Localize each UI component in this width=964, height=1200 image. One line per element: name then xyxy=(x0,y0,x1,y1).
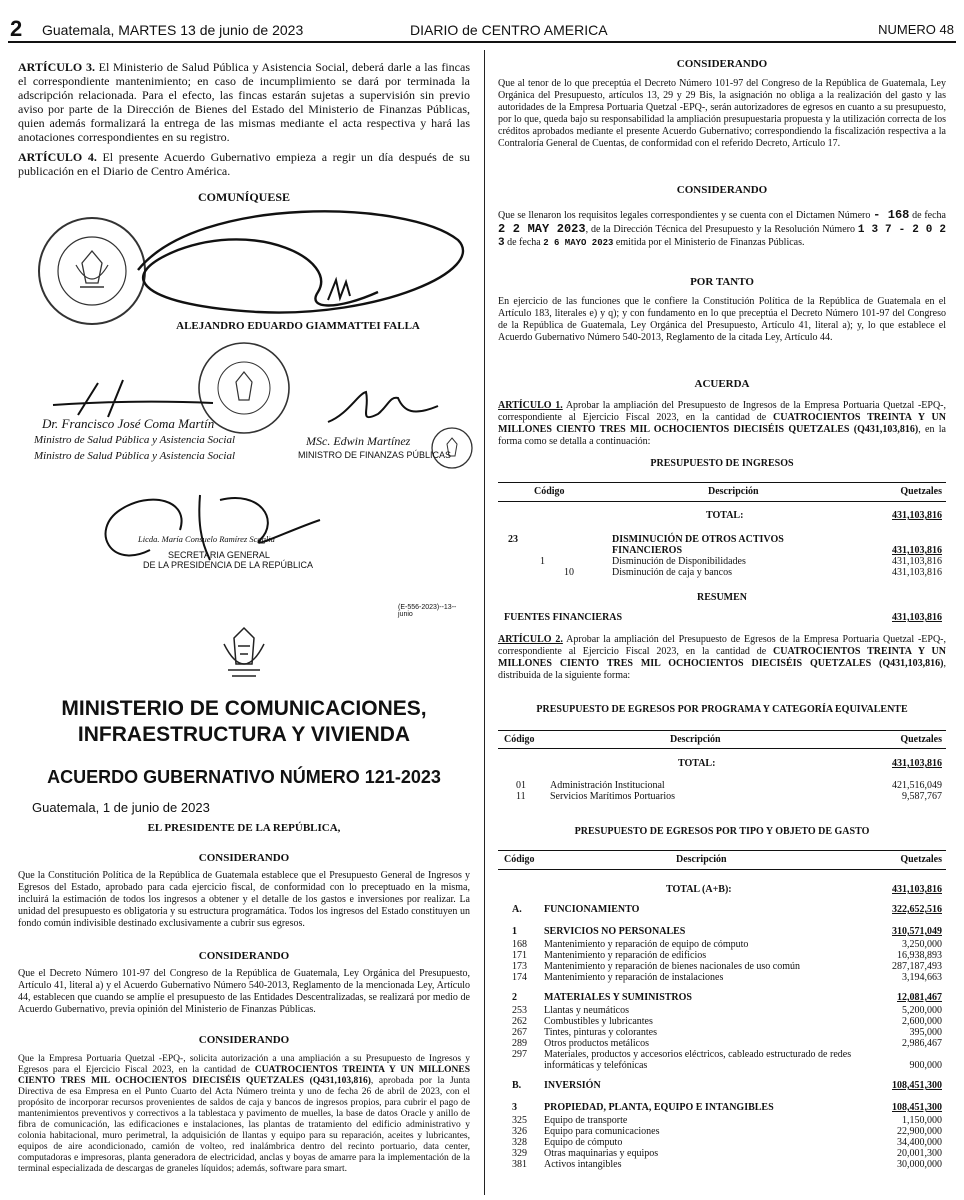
considerando-heading-2: CONSIDERANDO xyxy=(198,950,290,962)
considerando-5-d: de fecha xyxy=(507,237,541,248)
tipo-row xyxy=(498,1027,946,1038)
ingresos-col-quetzales: Quetzales xyxy=(900,486,942,497)
tipo-row-value: 1,150,000 xyxy=(902,1115,942,1126)
tipo-row-desc: INVERSIÓN xyxy=(544,1080,601,1091)
ingresos-row-code-1: 23 xyxy=(508,534,518,545)
tipo-row-value: 2,986,467 xyxy=(902,1038,942,1049)
column-divider xyxy=(484,50,485,1195)
comuniquese-heading: COMUNÍQUESE xyxy=(197,190,290,204)
article-2-end: , distribuida de la siguiente forma: xyxy=(498,658,946,681)
ingresos-row xyxy=(498,567,946,578)
tipo-row-value: 310,571,049 xyxy=(892,926,942,937)
tipo-row xyxy=(498,1126,946,1137)
article-4 xyxy=(18,150,470,178)
tipo-col-descripcion: Descripción xyxy=(676,854,727,865)
ministry-title-line-2: INFRAESTRUCTURA Y VIVIENDA xyxy=(77,723,411,746)
tipo-row xyxy=(498,1102,946,1113)
article-2-amount: CUATROCIENTOS TREINTA Y UN MILLONES CIENTO TRES MIL OCHOCIENTOS DIECISÉIS QUETZALES (Q431,103,816) xyxy=(498,646,946,669)
tipo-row xyxy=(498,1148,946,1159)
ingresos-row-desc: Disminución de Disponibilidades xyxy=(612,556,746,567)
president-signature xyxy=(78,200,478,330)
publication-reference: (E-556-2023)--13--junio xyxy=(398,604,457,618)
acuerda-heading: ACUERDA xyxy=(694,378,750,390)
resolution-number: 1 3 7 - 2 0 2 3 xyxy=(498,224,946,249)
article-2-label: ARTÍCULO 2. xyxy=(498,634,563,645)
ministry-title-line-1: MINISTERIO DE COMUNICACIONES, xyxy=(61,697,427,720)
issue-number: NUMERO 48 xyxy=(878,22,954,37)
programa-row-desc: Servicios Marítimos Portuarios xyxy=(550,791,675,802)
secretary-role-2: DE LA PRESIDENCIA DE LA REPÚBLICA xyxy=(143,560,314,570)
tipo-row-desc: Otros productos metálicos xyxy=(544,1038,649,1049)
tipo-row-value: 900,000 xyxy=(909,1060,942,1071)
tipo-total-value: 431,103,816 xyxy=(892,884,942,895)
tipo-row-code: A. xyxy=(512,904,522,915)
tipo-row-code: 262 xyxy=(512,1016,527,1027)
tipo-row xyxy=(498,961,946,972)
considerando-heading-3: CONSIDERANDO xyxy=(198,1034,290,1046)
tipo-row xyxy=(498,939,946,950)
ingresos-row-value: 431,103,816 xyxy=(892,567,942,578)
tipo-row-code: 3 xyxy=(512,1102,517,1113)
tipo-row-value: 5,200,000 xyxy=(902,1005,942,1016)
tipo-title: PRESUPUESTO DE EGRESOS POR TIPO Y OBJETO DE GASTO xyxy=(574,826,870,837)
tipo-row-code: 171 xyxy=(512,950,527,961)
tipo-col-codigo: Código xyxy=(504,854,535,865)
tipo-table-header xyxy=(498,850,946,870)
tipo-row-code: 1 xyxy=(512,926,517,937)
tipo-row xyxy=(498,1080,946,1091)
tipo-row-value: 34,400,000 xyxy=(897,1137,942,1148)
tipo-row xyxy=(498,1137,946,1148)
ingresos-row-desc: FINANCIEROS xyxy=(612,545,683,556)
article-3-label: ARTÍCULO 3. xyxy=(18,60,95,74)
tipo-row-desc: Equipo para comunicaciones xyxy=(544,1126,660,1137)
tipo-row xyxy=(498,992,946,1003)
tipo-row-code: 328 xyxy=(512,1137,527,1148)
ingresos-row xyxy=(498,545,946,556)
tipo-row-value: 395,000 xyxy=(909,1027,942,1038)
ingresos-row xyxy=(498,556,946,567)
tipo-row xyxy=(498,1016,946,1027)
ingresos-col-codigo: Código xyxy=(534,486,565,497)
tipo-row-code: 329 xyxy=(512,1148,527,1159)
article-3-text: El Ministerio de Salud Pública y Asistencia Social, deberá darle a las fincas el correspondiente mantenimiento; en caso de incumplimiento se dará por terminada la adscripción relacionada. Para el efecto, las fincas estarán sujetas a supervisión sin previo aviso por parte de la Dirección de Bienes del Estado del Ministerio de Finanzas Públicas, quien además formalizará la entrega de las mismas mediante el acta respectiva y hará las anotaciones correspondientes en su registro. xyxy=(18,60,470,144)
tipo-total-label: TOTAL (A+B): xyxy=(666,884,732,895)
tipo-row-code: 174 xyxy=(512,972,527,983)
ingresos-title: PRESUPUESTO DE INGRESOS xyxy=(650,458,794,469)
resolution-date: 2 6 MAYO 2023 xyxy=(543,238,614,248)
considerando-5-c: , de la Dirección Técnica del Presupuesto y la Resolución Número xyxy=(585,224,855,235)
tipo-row xyxy=(498,926,946,937)
acuerdo-title: ACUERDO GUBERNATIVO NÚMERO 121-2023 xyxy=(47,767,441,787)
programa-col-quetzales: Quetzales xyxy=(900,734,942,745)
programa-col-descripcion: Descripción xyxy=(670,734,721,745)
tipo-row-value: 108,451,300 xyxy=(892,1080,942,1091)
health-minister-name: Dr. Francisco José Coma Martín xyxy=(42,416,215,431)
issue-date: Guatemala, MARTES 13 de junio de 2023 xyxy=(42,22,304,38)
programa-row-desc: Administración Institucional xyxy=(550,780,665,791)
ingresos-table-header xyxy=(498,482,946,502)
article-4-label: ARTÍCULO 4. xyxy=(18,150,97,164)
tipo-row-desc: Mantenimiento y reparación de instalaciones xyxy=(544,972,724,983)
tipo-col-quetzales: Quetzales xyxy=(900,854,942,865)
considerando-3-text-c: , aprobada por la Junta Directiva de esa Empresa en el Punto Cuarto del Acta Número treinta y uno de fecha 26 de abril de 2023, con el propósito de incorporar recursos provenientes de saldos de caja y bancos de ingresos propios, para cubrir el pago de mantenimientos preventivos y correctivos a la tablestaca y pavimento de muelles, la base de datos Oracle y anillo de fibra de comunicación, las edificaciones e instalaciones, las plantas de tratamiento del edificio administrativo y colonia habitacional, muro perimetral, la adquisición de llantas y equipo para su reparación, aceites y lubricantes, equipos de aire acondicionado, camión de volteo, red inalámbrica dentro del recinto portuario, data center, computadoras e impresoras, planta generadora de electricidad, anclas y boyas de amarre para la implementación de la terminal especializada de descargas de graneles líquidos; además, software para smart. xyxy=(18,1076,470,1174)
page-number: 2 xyxy=(10,16,23,41)
programa-total-value: 431,103,816 xyxy=(892,758,942,769)
article-3 xyxy=(18,60,470,144)
considerando-5-b: de fecha xyxy=(912,210,946,221)
tipo-row-value: 108,451,300 xyxy=(892,1102,942,1113)
health-minister-role: Ministro de Salud Pública y Asistencia Social xyxy=(34,434,236,446)
tipo-row-desc: Materiales, productos y accesorios eléctricos, cableado estructurado de redes informáticas y telefónicas xyxy=(544,1049,852,1071)
programa-total-label: TOTAL: xyxy=(678,758,716,769)
por-tanto-text: En ejercicio de las funciones que le confiere la Constitución Política de la República de Guatemala en el Artículo 183, literales e) y q); y con fundamento en lo que preceptúa el Decreto Número 101-97 del Congreso de la República de Guatemala, Ley Orgánica del Presupuesto, Artículo 41, literal a); y, lo que establece el Acuerdo Gubernativo Número 540-2013, Reglamento de la citada Ley, Artículo 44. xyxy=(498,296,946,343)
tipo-row-code: 381 xyxy=(512,1159,527,1170)
tipo-row xyxy=(498,904,946,915)
health-minister-role-2: Ministro de Salud Pública y Asistencia Social xyxy=(34,450,236,462)
tipo-row-code: 267 xyxy=(512,1027,527,1038)
tipo-row-code: 253 xyxy=(512,1005,527,1016)
ingresos-row-desc: DISMINUCIÓN DE OTROS ACTIVOS xyxy=(612,534,784,545)
tipo-row-desc: Combustibles y lubricantes xyxy=(544,1016,653,1027)
programa-row-code: 01 xyxy=(516,780,526,791)
considerando-5-a: Que se llenaron los requisitos legales correspondientes y se cuenta con el Dictamen Número xyxy=(498,210,871,221)
tipo-row xyxy=(498,972,946,983)
tipo-row-desc: Equipo de cómputo xyxy=(544,1137,623,1148)
considerando-5-text xyxy=(498,208,946,249)
considerando-1-text: Que la Constitución Política de la República de Guatemala establece que el Presupuesto General de Ingresos y Egresos del Estado, aprobado para cada ejercicio fiscal, de conformidad con lo preceptuado en la misma, incluirá la estimación de todos los ingresos a obtener y el detalle de los gastos e inversiones por realizar. La unidad del presupuesto es obligatoria y su estructura programática. Todos los ingresos del Estado constituyen un fondo común indivisible destinado exclusivamente a cubrir sus egresos. xyxy=(18,870,470,929)
programa-row-code: 11 xyxy=(516,791,526,802)
dictamen-date: 2 2 MAY 2023 xyxy=(498,222,586,236)
ingresos-row-code-2: 1 xyxy=(540,556,545,567)
tipo-row-desc: Activos intangibles xyxy=(544,1159,622,1170)
tipo-row-desc: Tintes, pinturas y colorantes xyxy=(544,1027,657,1038)
tipo-row-desc: MATERIALES Y SUMINISTROS xyxy=(544,992,692,1003)
ingresos-row-value: 431,103,816 xyxy=(892,545,942,556)
coat-of-arms-icon xyxy=(218,624,270,680)
article-2 xyxy=(498,634,946,682)
ingresos-row xyxy=(498,534,946,545)
ingresos-row-desc: Disminución de caja y bancos xyxy=(612,567,732,578)
article-1 xyxy=(498,400,946,448)
tipo-row-desc: Llantas y neumáticos xyxy=(544,1005,629,1016)
considerando-2-text: Que el Decreto Número 101-97 del Congreso de la República de Guatemala, Ley Orgánica del Presupuesto, Artículo 41, literal a) y el Acuerdo Gubernativo Número 540-2013, Reglamento de la mencionada Ley, Artículo 44, establecen que cuando se amplíe el presupuesto de las Entidades Descentralizadas, se realizará por medio de Acuerdo Gubernativo, previa opinión del Ministerio de Finanzas Públicas. xyxy=(18,968,470,1015)
considerando-4-text: Que al tenor de lo que preceptúa el Decreto Número 101-97 del Congreso de la República de Guatemala, Ley Orgánica del Presupuesto, artículos 13, 29 y 29 Bis, la asignación no obliga a la realización del gasto y las autoridades de la Empresa Portuaria Quetzal -EPQ-, serán autorizadores de egresos en cuanto a su presupuesto, por lo que, queda bajo su responsabilidad la ampliación presupuestaria propuesta y la utilización correcta de los créditos aprobados mediante el presente Acuerdo Gubernativo; correspondiendo la fiscalización respectiva a la Contraloría General de Cuentas, de conformidad con el referido Decreto, Artículo 17. xyxy=(498,78,946,149)
tipo-row-code: 289 xyxy=(512,1038,527,1049)
tipo-row-desc: Mantenimiento y reparación de bienes nacionales de uso común xyxy=(544,961,801,972)
secretary-name: Licda. María Consuelo Ramírez Scaglia xyxy=(138,534,275,544)
tipo-row-code: 325 xyxy=(512,1115,527,1126)
finance-ministry-seal xyxy=(430,426,474,470)
tipo-row-desc: Mantenimiento y reparación de edificios xyxy=(544,950,707,961)
dictamen-number: - 168 xyxy=(873,208,910,222)
considerando-3-text-a: Que la Empresa Portuaria Quetzal -EPQ-, solicita autorización a una ampliación a su Presupuesto de Ingresos y Egresos para el Ejercicio Fiscal 2023, en la cantidad de xyxy=(18,1054,470,1075)
tipo-row-code: 2 xyxy=(512,992,517,1003)
finance-minister-signature xyxy=(318,384,448,434)
ingresos-total-value: 431,103,816 xyxy=(892,510,942,521)
considerando-heading-4: CONSIDERANDO xyxy=(676,58,768,70)
programa-row-value: 9,587,767 xyxy=(902,791,942,802)
tipo-row-value: 22,900,000 xyxy=(897,1126,942,1137)
tipo-row-desc: FUNCIONAMIENTO xyxy=(544,904,640,915)
header-rule xyxy=(8,41,956,43)
place-date: Guatemala, 1 de junio de 2023 xyxy=(32,800,210,815)
considerando-3-amount: CUATROCIENTOS TREINTA Y UN MILLONES CIENTO TRES MIL OCHOCIENTOS DIECISÉIS QUETZALES (Q431,103,816) xyxy=(18,1065,470,1086)
article-4-text: El presente Acuerdo Gubernativo empieza a regir un día después de su publicación en el Diario de Centro América. xyxy=(18,150,470,178)
article-1-label: ARTÍCULO 1. xyxy=(498,400,563,411)
ingresos-row-code-3: 10 xyxy=(564,567,574,578)
fuentes-value: 431,103,816 xyxy=(892,612,942,623)
finance-minister-role: MINISTRO DE FINANZAS PÚBLICAS xyxy=(298,450,452,460)
ingresos-total-label: TOTAL: xyxy=(706,510,744,521)
tipo-row-value: 12,081,467 xyxy=(897,992,942,1003)
secretary-role-1: SECRETARIA GENERAL xyxy=(168,550,270,560)
tipo-row-desc: Otras maquinarias y equipos xyxy=(544,1148,659,1159)
article-1-text: Aprobar la ampliación del Presupuesto de Ingresos de la Empresa Portuaria Quetzal -EPQ-, correspondiente al Ejercicio Fiscal 2023, en la cantidad de xyxy=(498,400,947,423)
tipo-row-code: 173 xyxy=(512,961,527,972)
tipo-row-desc: SERVICIOS NO PERSONALES xyxy=(544,926,686,937)
tipo-row-desc: Equipo de transporte xyxy=(544,1115,628,1126)
tipo-row xyxy=(498,1115,946,1126)
president-heading: EL PRESIDENTE DE LA REPÚBLICA, xyxy=(147,822,341,834)
tipo-row xyxy=(498,1049,946,1071)
president-name: ALEJANDRO EDUARDO GIAMMATTEI FALLA xyxy=(176,320,420,332)
tipo-row-value: 16,938,893 xyxy=(897,950,942,961)
programa-table-header xyxy=(498,730,946,749)
tipo-row-desc: PROPIEDAD, PLANTA, EQUIPO E INTANGIBLES xyxy=(544,1102,774,1113)
considerando-3-text xyxy=(18,1054,470,1175)
tipo-row-value: 287,187,493 xyxy=(892,961,942,972)
tipo-row-code: 326 xyxy=(512,1126,527,1137)
tipo-row-value: 30,000,000 xyxy=(897,1159,942,1170)
article-1-end: , en la forma como se detalla a continuación: xyxy=(498,424,946,447)
programa-title: PRESUPUESTO DE EGRESOS POR PROGRAMA Y CATEGORÍA EQUIVALENTE xyxy=(536,704,908,715)
tipo-row-value: 3,194,663 xyxy=(902,972,942,983)
tipo-row-code: B. xyxy=(512,1080,522,1091)
considerando-5-e: emitida por el Ministerio de Finanzas Públicas. xyxy=(615,237,805,248)
finance-minister-name: MSc. Edwin Martínez xyxy=(306,434,411,448)
tipo-row-value: 3,250,000 xyxy=(902,939,942,950)
resumen-heading: RESUMEN xyxy=(696,592,747,603)
tipo-row-value: 322,652,516 xyxy=(892,904,942,915)
programa-row-value: 421,516,049 xyxy=(892,780,942,791)
tipo-row xyxy=(498,1159,946,1170)
tipo-row xyxy=(498,1038,946,1049)
page-header xyxy=(0,0,964,42)
ingresos-row-value: 431,103,816 xyxy=(892,556,942,567)
tipo-row xyxy=(498,950,946,961)
article-2-text: Aprobar la ampliación del Presupuesto de Egresos de la Empresa Portuaria Quetzal -EPQ-, correspondiente al Ejercicio Fiscal 2023, en la cantidad de xyxy=(498,634,946,657)
programa-col-codigo: Código xyxy=(504,734,535,745)
tipo-row-desc: Mantenimiento y reparación de equipo de cómputo xyxy=(544,939,749,950)
ingresos-col-descripcion: Descripción xyxy=(708,486,759,497)
tipo-row-code: 297 xyxy=(512,1049,527,1060)
considerando-heading-5: CONSIDERANDO xyxy=(676,184,768,196)
considerando-heading-1: CONSIDERANDO xyxy=(198,852,290,864)
por-tanto-heading: POR TANTO xyxy=(690,276,754,288)
tipo-row xyxy=(498,1005,946,1016)
fuentes-label: FUENTES FINANCIERAS xyxy=(504,612,623,623)
article-1-amount: CUATROCIENTOS TREINTA Y UN MILLONES CIENTO TRES MIL OCHOCIENTOS DIECISÉIS QUETZALES (Q431,103,816) xyxy=(498,412,946,435)
tipo-row-value: 2,600,000 xyxy=(902,1016,942,1027)
tipo-row-value: 20,001,300 xyxy=(897,1148,942,1159)
tipo-row-code: 168 xyxy=(512,939,527,950)
newspaper-name: DIARIO de CENTRO AMERICA xyxy=(410,22,608,38)
